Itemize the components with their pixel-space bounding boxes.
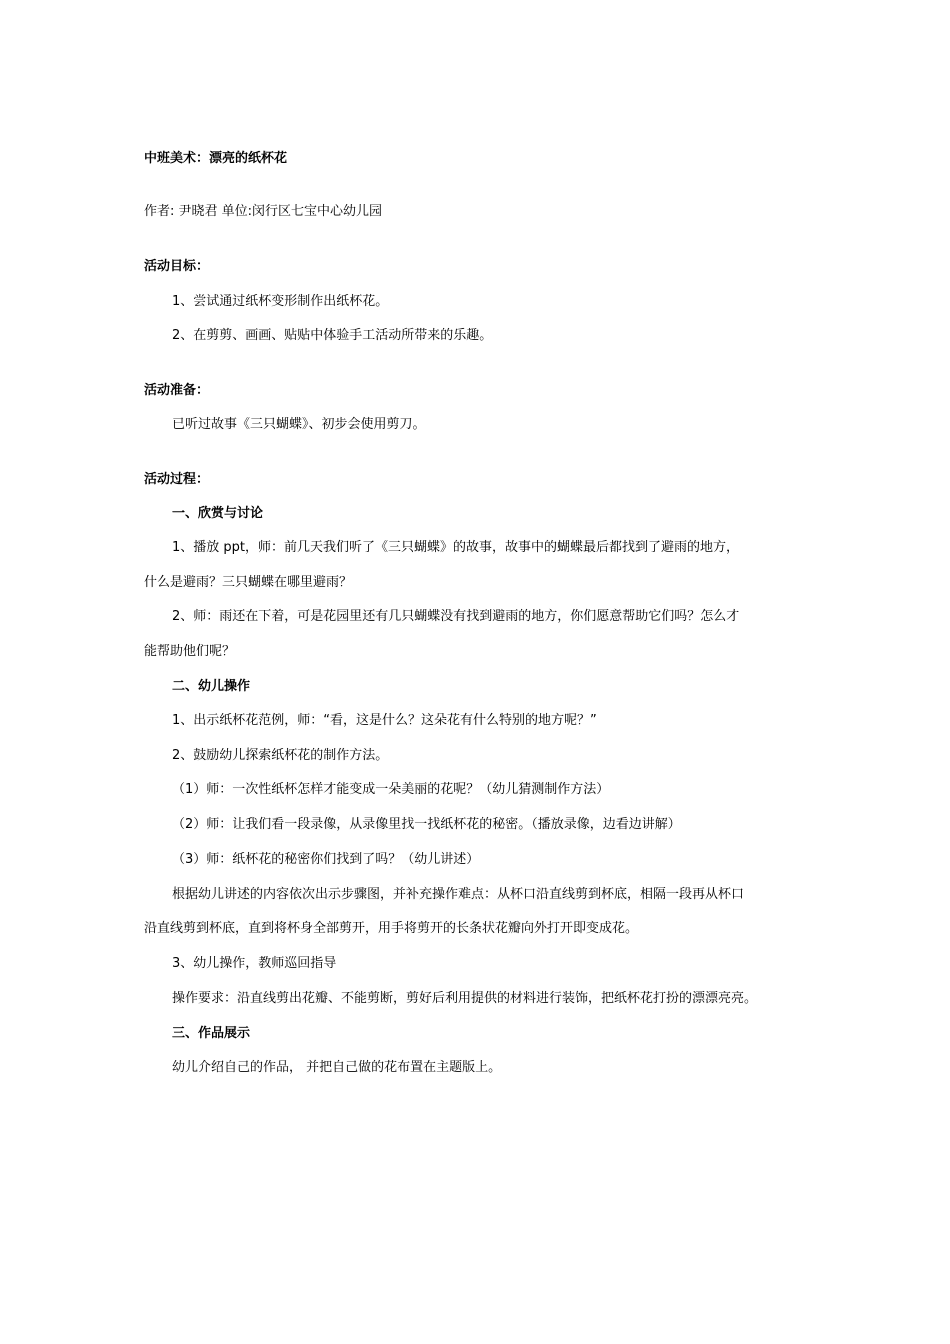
goals-heading: 活动目标： (144, 259, 210, 274)
goal-item-2: 2、在剪剪、画画、贴贴中体验手工活动所带来的乐趣。 (172, 328, 493, 343)
section2-paragraph3-line1: 根据幼儿讲述的内容依次出示步骤图，并补充操作难点：从杯口沿直线剪到杯底，相隔一段再从杯口 (172, 887, 745, 902)
section2-paragraph1: 1、出示纸杯花范例，师：“看，这是什么？这朵花有什么特别的地方呢？” (172, 713, 597, 728)
byline: 作者: 尹晓君 单位:闵行区七宝中心幼儿园 (144, 204, 383, 219)
preparation-text: 已听过故事《三只蝴蝶》、初步会使用剪刀。 (172, 417, 426, 432)
section3-heading: 三、作品展示 (172, 1026, 251, 1041)
preparation-heading: 活动准备： (144, 383, 210, 398)
section2-paragraph5: 操作要求：沿直线剪出花瓣、不能剪断，剪好后利用提供的材料进行装饰，把纸杯花打扮的漂漂亮亮。 (172, 991, 758, 1006)
section2-paragraph3-line2: 沿直线剪到杯底，直到将杯身全部剪开，用手将剪开的长条状花瓣向外打开即变成花。 (144, 921, 639, 936)
goal-item-1: 1、尝试通过纸杯变形制作出纸杯花。 (172, 294, 389, 309)
process-heading: 活动过程： (144, 472, 210, 487)
section2-question2: （2）师：让我们看一段录像，从录像里找一找纸杯花的秘密。（播放录像，边看边讲解） (172, 817, 681, 832)
section2-question3: （3）师：纸杯花的秘密你们找到了吗？（幼儿讲述） (172, 852, 480, 867)
section2-heading: 二、幼儿操作 (172, 679, 251, 694)
section1-paragraph1-line2: 什么是避雨？三只蝴蝶在哪里避雨？ (144, 575, 353, 590)
section1-heading: 一、欣赏与讨论 (172, 506, 264, 521)
section3-paragraph1: 幼儿介绍自己的作品， 并把自己做的花布置在主题版上。 (172, 1060, 502, 1075)
section2-paragraph4: 3、幼儿操作，教师巡回指导 (172, 956, 337, 971)
document-title: 中班美术：漂亮的纸杯花 (144, 151, 288, 166)
section1-paragraph1-line1: 1、播放 ppt，师：前几天我们听了《三只蝴蝶》的故事，故事中的蝴蝶最后都找到了避雨的地方， (172, 540, 740, 555)
section1-paragraph2-line1: 2、师：雨还在下着，可是花园里还有几只蝴蝶没有找到避雨的地方，你们愿意帮助它们吗？怎么才 (172, 609, 740, 624)
section1-paragraph2-line2: 能帮助他们呢？ (144, 644, 236, 659)
section2-question1: （1）师：一次性纸杯怎样才能变成一朵美丽的花呢？（幼儿猜测制作方法） (172, 782, 610, 797)
section2-paragraph2: 2、鼓励幼儿探索纸杯花的制作方法。 (172, 748, 389, 763)
